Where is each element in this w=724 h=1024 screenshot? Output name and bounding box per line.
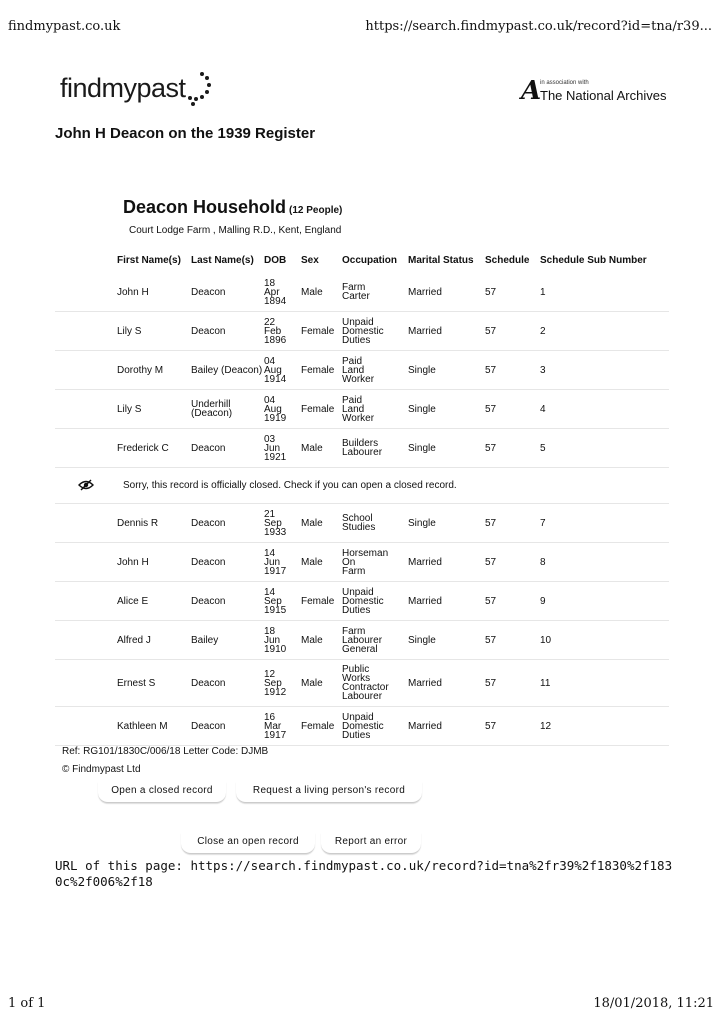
header-sex: Sex: [301, 255, 319, 266]
header-dob: DOB: [264, 255, 287, 266]
cell-occupation: Builders Labourer: [342, 429, 408, 468]
cell-occupation: Paid Land Worker: [342, 390, 408, 429]
cell-marital-status: Married: [408, 543, 485, 582]
table-row: [55, 273, 669, 312]
row-spacer: [55, 582, 117, 621]
cell-last-name: Deacon: [191, 273, 264, 312]
cell-dob: 22 Feb 1896: [264, 312, 301, 351]
cell-dob: 14 Jun 1917: [264, 543, 301, 582]
cell-marital-status: Single: [408, 429, 485, 468]
open-closed-record-button[interactable]: Open a closed record: [98, 782, 226, 803]
cell-marital-status: Married: [408, 660, 485, 707]
household-title: [123, 197, 342, 218]
cell-marital-status: Single: [408, 504, 485, 543]
row-spacer: [55, 429, 117, 468]
cell-sex: Male: [301, 504, 342, 543]
cell-schedule: 57: [485, 351, 540, 390]
national-archives-mark: A: [521, 76, 542, 106]
row-spacer: [55, 621, 117, 660]
logo-dots-icon: [188, 72, 210, 108]
header-last-name: Last Name(s): [191, 255, 254, 266]
table-row: [55, 312, 669, 351]
household-address: Court Lodge Farm , Malling R.D., Kent, England: [129, 225, 342, 236]
cell-schedule-sub-number: 2: [540, 312, 669, 351]
cell-last-name: Deacon: [191, 707, 264, 746]
table-row: [55, 621, 669, 660]
close-open-record-button[interactable]: Close an open record: [181, 833, 315, 854]
cell-first-name: Kathleen M: [117, 707, 191, 746]
cell-sex: Male: [301, 621, 342, 660]
household-count: (12 People): [289, 205, 343, 216]
cell-sex: Male: [301, 273, 342, 312]
cell-schedule-sub-number: 5: [540, 429, 669, 468]
cell-schedule: 57: [485, 621, 540, 660]
cell-last-name: Bailey: [191, 621, 264, 660]
table-row: [55, 660, 669, 707]
cell-occupation: Paid Land Worker: [342, 351, 408, 390]
cell-marital-status: Married: [408, 312, 485, 351]
cell-first-name: Dennis R: [117, 504, 191, 543]
row-spacer: [55, 312, 117, 351]
cell-marital-status: Married: [408, 582, 485, 621]
cell-schedule: 57: [485, 582, 540, 621]
cell-first-name: John H: [117, 543, 191, 582]
national-archives-name: The National Archives: [540, 88, 667, 103]
header-occupation: Occupation: [342, 255, 398, 266]
cell-dob: 04 Aug 1914: [264, 351, 301, 390]
eye-slash-icon: [55, 468, 117, 504]
cell-occupation: Farm Carter: [342, 273, 408, 312]
cell-last-name: Underhill (Deacon): [191, 390, 264, 429]
cell-sex: Male: [301, 660, 342, 707]
cell-first-name: John H: [117, 273, 191, 312]
table-row: [55, 351, 669, 390]
cell-occupation: Horseman On Farm: [342, 543, 408, 582]
cell-first-name: Dorothy M: [117, 351, 191, 390]
cell-first-name: Ernest S: [117, 660, 191, 707]
cell-schedule: 57: [485, 707, 540, 746]
row-spacer: [55, 660, 117, 707]
header-schedule: Schedule: [485, 255, 530, 266]
cell-schedule-sub-number: 11: [540, 660, 669, 707]
cell-dob: 18 Apr 1894: [264, 273, 301, 312]
record-reference: Ref: RG101/1830C/006/18 Letter Code: DJMB: [62, 746, 269, 757]
cell-sex: Female: [301, 582, 342, 621]
cell-first-name: Alfred J: [117, 621, 191, 660]
cell-schedule-sub-number: 3: [540, 351, 669, 390]
row-spacer: [55, 543, 117, 582]
print-footer-datetime: 18/01/2018, 11:21: [593, 996, 714, 1011]
cell-schedule: 57: [485, 543, 540, 582]
cell-occupation: Unpaid Domestic Duties: [342, 582, 408, 621]
copyright: © Findmypast Ltd: [62, 764, 141, 775]
cell-schedule: 57: [485, 429, 540, 468]
cell-dob: 03 Jun 1921: [264, 429, 301, 468]
cell-dob: 16 Mar 1917: [264, 707, 301, 746]
cell-last-name: Deacon: [191, 660, 264, 707]
print-header-site: findmypast.co.uk: [8, 19, 121, 34]
cell-last-name: Bailey (Deacon): [191, 351, 264, 390]
table-row: [55, 707, 669, 746]
cell-last-name: Deacon: [191, 312, 264, 351]
cell-schedule-sub-number: 7: [540, 504, 669, 543]
cell-schedule-sub-number: 10: [540, 621, 669, 660]
cell-dob: 14 Sep 1915: [264, 582, 301, 621]
header-marital-status: Marital Status: [408, 255, 474, 266]
cell-sex: Female: [301, 312, 342, 351]
row-spacer: [55, 273, 117, 312]
findmypast-logo[interactable]: [60, 72, 210, 108]
cell-sex: Male: [301, 543, 342, 582]
table-header-row: [55, 248, 669, 273]
cell-last-name: Deacon: [191, 429, 264, 468]
table-row: [55, 582, 669, 621]
cell-first-name: Alice E: [117, 582, 191, 621]
cell-sex: Female: [301, 707, 342, 746]
cell-occupation: Public Works Contractor Labourer: [342, 660, 408, 707]
cell-schedule-sub-number: 4: [540, 390, 669, 429]
page-url: URL of this page: https://search.findmypast.co.uk/record?id=tna%2fr39%2f1830%2f1830c%2f006%2f18: [55, 858, 673, 889]
cell-dob: 04 Aug 1919: [264, 390, 301, 429]
cell-last-name: Deacon: [191, 582, 264, 621]
cell-marital-status: Single: [408, 390, 485, 429]
cell-sex: Male: [301, 429, 342, 468]
closed-record-notice: Sorry, this record is officially closed. Check if you can open a closed record.: [117, 468, 669, 504]
cell-first-name: Lily S: [117, 390, 191, 429]
header-first-name: First Name(s): [117, 255, 181, 266]
household-table: [55, 248, 669, 746]
cell-occupation: School Studies: [342, 504, 408, 543]
page-title: John H Deacon on the 1939 Register: [55, 125, 316, 142]
header-cell-spacer: [55, 248, 117, 273]
cell-occupation: Unpaid Domestic Duties: [342, 707, 408, 746]
cell-dob: 18 Jun 1910: [264, 621, 301, 660]
logo-text: findmypast: [60, 73, 186, 104]
cell-schedule: 57: [485, 273, 540, 312]
closed-record-row: [55, 468, 669, 504]
cell-marital-status: Married: [408, 273, 485, 312]
cell-marital-status: Single: [408, 351, 485, 390]
report-error-button[interactable]: Report an error: [321, 833, 421, 854]
table-row: [55, 390, 669, 429]
cell-marital-status: Married: [408, 707, 485, 746]
cell-marital-status: Single: [408, 621, 485, 660]
cell-first-name: Frederick C: [117, 429, 191, 468]
row-spacer: [55, 504, 117, 543]
cell-schedule: 57: [485, 312, 540, 351]
cell-schedule: 57: [485, 504, 540, 543]
cell-schedule: 57: [485, 660, 540, 707]
cell-last-name: Deacon: [191, 543, 264, 582]
cell-occupation: Farm Labourer General: [342, 621, 408, 660]
cell-schedule-sub-number: 8: [540, 543, 669, 582]
household-name: Deacon Household: [123, 197, 287, 217]
print-header-url[interactable]: https://search.findmypast.co.uk/record?id=tna/r39...: [365, 19, 712, 34]
cell-sex: Female: [301, 351, 342, 390]
cell-dob: 21 Sep 1933: [264, 504, 301, 543]
table-body: [55, 273, 669, 746]
request-living-record-button[interactable]: Request a living person's record: [236, 782, 422, 803]
table-row: [55, 429, 669, 468]
header-schedule-sub-number: Schedule Sub Number: [540, 255, 647, 266]
cell-sex: Female: [301, 390, 342, 429]
cell-schedule-sub-number: 9: [540, 582, 669, 621]
cell-schedule-sub-number: 1: [540, 273, 669, 312]
print-footer-page: 1 of 1: [8, 996, 46, 1011]
cell-last-name: Deacon: [191, 504, 264, 543]
table-row: [55, 543, 669, 582]
table-row: [55, 504, 669, 543]
cell-dob: 12 Sep 1912: [264, 660, 301, 707]
row-spacer: [55, 707, 117, 746]
cell-first-name: Lily S: [117, 312, 191, 351]
row-spacer: [55, 351, 117, 390]
cell-schedule: 57: [485, 390, 540, 429]
row-spacer: [55, 390, 117, 429]
cell-schedule-sub-number: 12: [540, 707, 669, 746]
cell-occupation: Unpaid Domestic Duties: [342, 312, 408, 351]
association-text: in association with: [540, 80, 589, 86]
